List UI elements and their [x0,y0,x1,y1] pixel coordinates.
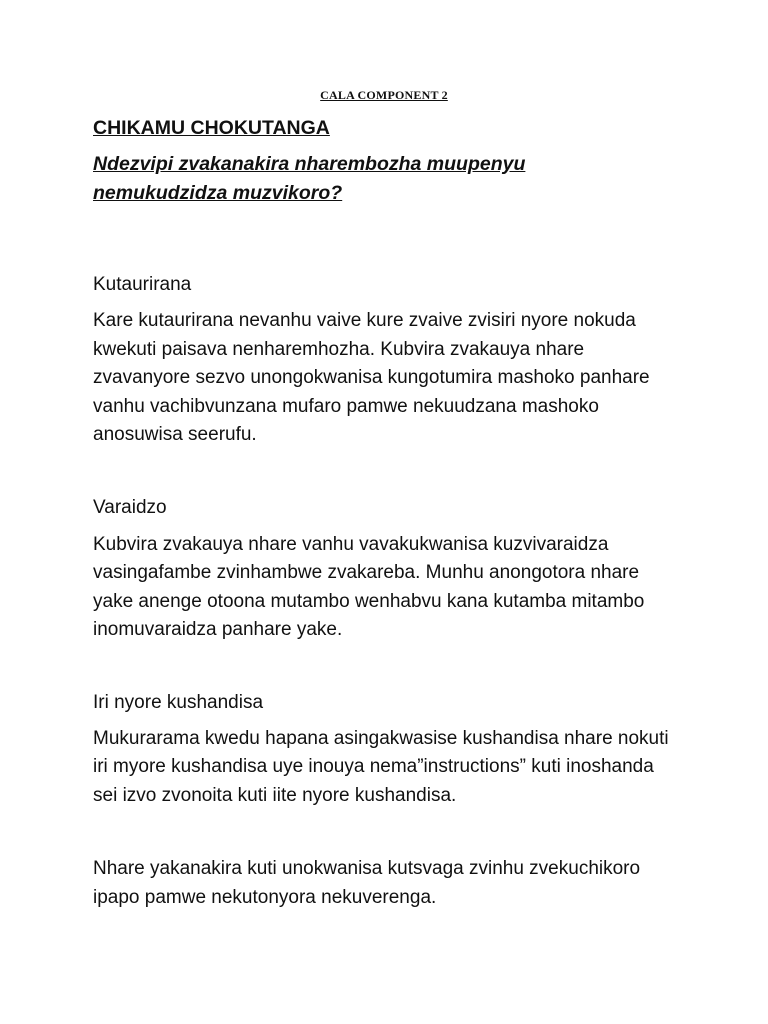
essay-question: Ndezvipi zvakanakira nharembozha muupenyu nemukudzidza muzvikoro? [93,153,526,204]
paragraph-varaidzo: Kubvira zvakauya nhare vanhu vavakukwanisa kuzvivaraidza vasingafambe zvinhambwe zvakareba. Munhu anongotora nhare yake anenge otoona mutambo wenhabvu kana kutamba mitambo inomuvaraidza panhare yake. [93,533,645,640]
document-label: CALA COMPONENT 2 [320,88,448,102]
paragraph-kutaurirana: Kare kutaurirana nevanhu vaive kure zvaive zvisiri nyore nokuda kwekuti paisava nenharemhozha. Kubvira zvakauya nhare zvavanyore sezvo unongokwanisa kungotumira mashoko panhare vanhu vachibvunzana mufaro pamwe nekuudzana mashoko anosuwisa seerufu. [93,310,650,445]
document-body [93,112,683,912]
paragraph-iri-nyore: Mukurarama kwedu hapana asingakwasise kushandisa nhare nokuti iri myore kushandisa uye inouya nema”instructions” kuti inoshanda sei izvo zvonoita kuti iite nyore kushandisa. [93,727,669,806]
closing-paragraph: Nhare yakanakira kuti unokwanisa kutsvaga zvinhu zvekuchikoro ipapo pamwe nekutonyora nekuverenga. [93,858,641,908]
subheading-kutaurirana: Kutaurirana [93,274,192,295]
subheading-varaidzo: Varaidzo [93,496,167,518]
subheading-iri-nyore: Iri nyore kushandisa [93,691,264,713]
section-heading: CHIKAMU CHOKUTANGA [93,117,330,139]
